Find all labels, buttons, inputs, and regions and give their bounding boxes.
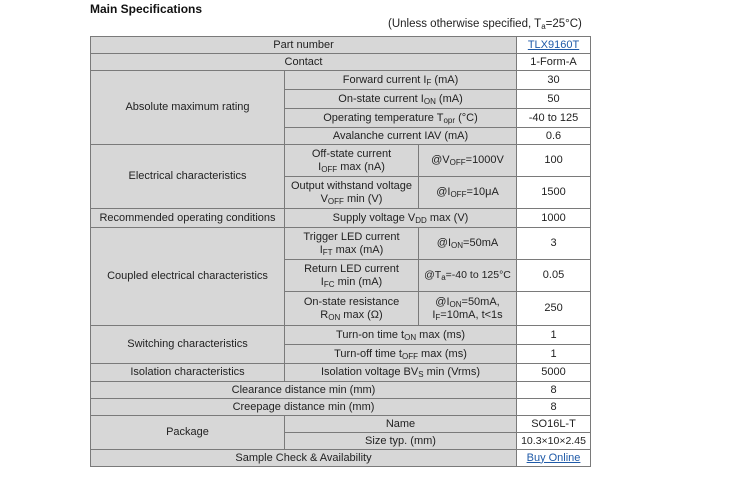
on-resistance-condition: $@I_{ON}=50mA$, $I_F=10mA$, t<1s (419, 292, 517, 326)
on-state-current-label: On-state current $I_{ON}$ (mA) (285, 90, 517, 109)
avalanche-current-value: 0.6 (517, 128, 591, 145)
coupled-group-label: Coupled electrical characteristics (91, 228, 285, 326)
turn-on-value: 1 (517, 326, 591, 345)
on-state-current-value: 50 (517, 90, 591, 109)
table-row (91, 450, 591, 467)
table-row (91, 209, 591, 228)
creepage-label: Creepage distance min (mm) (91, 399, 517, 416)
package-name-value: SO16L-T (517, 416, 591, 433)
isolation-voltage-label: Isolation voltage $BV_S$ min (Vrms) (285, 364, 517, 382)
table-row (91, 364, 591, 382)
turn-off-value: 1 (517, 345, 591, 364)
package-group-label: Package (91, 416, 285, 450)
off-state-condition: $@V_{OFF}=1000V$ (419, 145, 517, 177)
switching-group-label: Switching characteristics (91, 326, 285, 364)
return-led-label: Return LED current $I_{FC}$ min (mA) (285, 260, 419, 292)
creepage-value: 8 (517, 399, 591, 416)
off-state-current-value: 100 (517, 145, 591, 177)
avalanche-current-label: Avalanche current IAV (mA) (285, 128, 517, 145)
withstand-voltage-value: 1500 (517, 177, 591, 209)
withstand-voltage-label: Output withstand voltage $V_{OFF}$ min (V) (285, 177, 419, 209)
forward-current-label: Forward current $I_F$ (mA) (285, 71, 517, 90)
abs-max-group-label: Absolute maximum rating (91, 71, 285, 145)
clearance-value: 8 (517, 382, 591, 399)
operating-temp-value: -40 to 125 (517, 109, 591, 128)
spec-table (90, 36, 591, 467)
part-number-label: Part number (91, 37, 517, 54)
table-row (91, 326, 591, 345)
clearance-label: Clearance distance min (mm) (91, 382, 517, 399)
package-size-label: Size typ. (mm) (285, 433, 517, 450)
conditions-note: (Unless otherwise specified, $T_a=25^\circ C$) (388, 18, 582, 31)
table-row (91, 71, 591, 90)
contact-label: Contact (91, 54, 517, 71)
contact-value: 1-Form-A (517, 54, 591, 71)
recommended-group-label: Recommended operating conditions (91, 209, 285, 228)
buy-online-link[interactable]: Buy Online (526, 451, 581, 464)
return-led-value: 0.05 (517, 260, 591, 292)
supply-voltage-value: 1000 (517, 209, 591, 228)
table-row (91, 399, 591, 416)
isolation-group-label: Isolation characteristics (91, 364, 285, 382)
electrical-group-label: Electrical characteristics (91, 145, 285, 209)
turn-on-label: Turn-on time $t_{ON}$ max (ms) (285, 326, 517, 345)
trigger-led-label: Trigger LED current $I_{FT}$ max (mA) (285, 228, 419, 260)
table-row (91, 416, 591, 433)
turn-off-label: Turn-off time $t_{OFF}$ max (ms) (285, 345, 517, 364)
table-row (91, 382, 591, 399)
operating-temp-label: Operating temperature $T_{opr}$ (°C) (285, 109, 517, 128)
supply-voltage-label: Supply voltage $V_{DD}$ max (V) (285, 209, 517, 228)
trigger-condition: $@I_{ON}=50mA$ (419, 228, 517, 260)
table-row (91, 37, 591, 54)
isolation-voltage-value: 5000 (517, 364, 591, 382)
trigger-led-value: 3 (517, 228, 591, 260)
table-row (91, 228, 591, 260)
table-row (91, 54, 591, 71)
on-resistance-value: 250 (517, 292, 591, 326)
return-condition: $@T_a=-40$ to 125°C (419, 260, 517, 292)
sample-check-value[interactable] (517, 450, 591, 467)
forward-current-value: 30 (517, 71, 591, 90)
withstand-condition: $@I_{OFF}=10\mu A$ (419, 177, 517, 209)
package-size-value: 10.3×10×2.45 (517, 433, 591, 450)
table-row (91, 145, 591, 177)
part-number-link[interactable]: TLX9160T (527, 38, 580, 51)
sample-check-label: Sample Check & Availability (91, 450, 517, 467)
on-resistance-label: On-state resistance $R_{ON}$ max (Ω) (285, 292, 419, 326)
package-name-label: Name (285, 416, 517, 433)
part-number-value[interactable] (517, 37, 591, 54)
page-title: Main Specifications (90, 2, 203, 16)
off-state-current-label: Off-state current $I_{OFF}$ max (nA) (285, 145, 419, 177)
